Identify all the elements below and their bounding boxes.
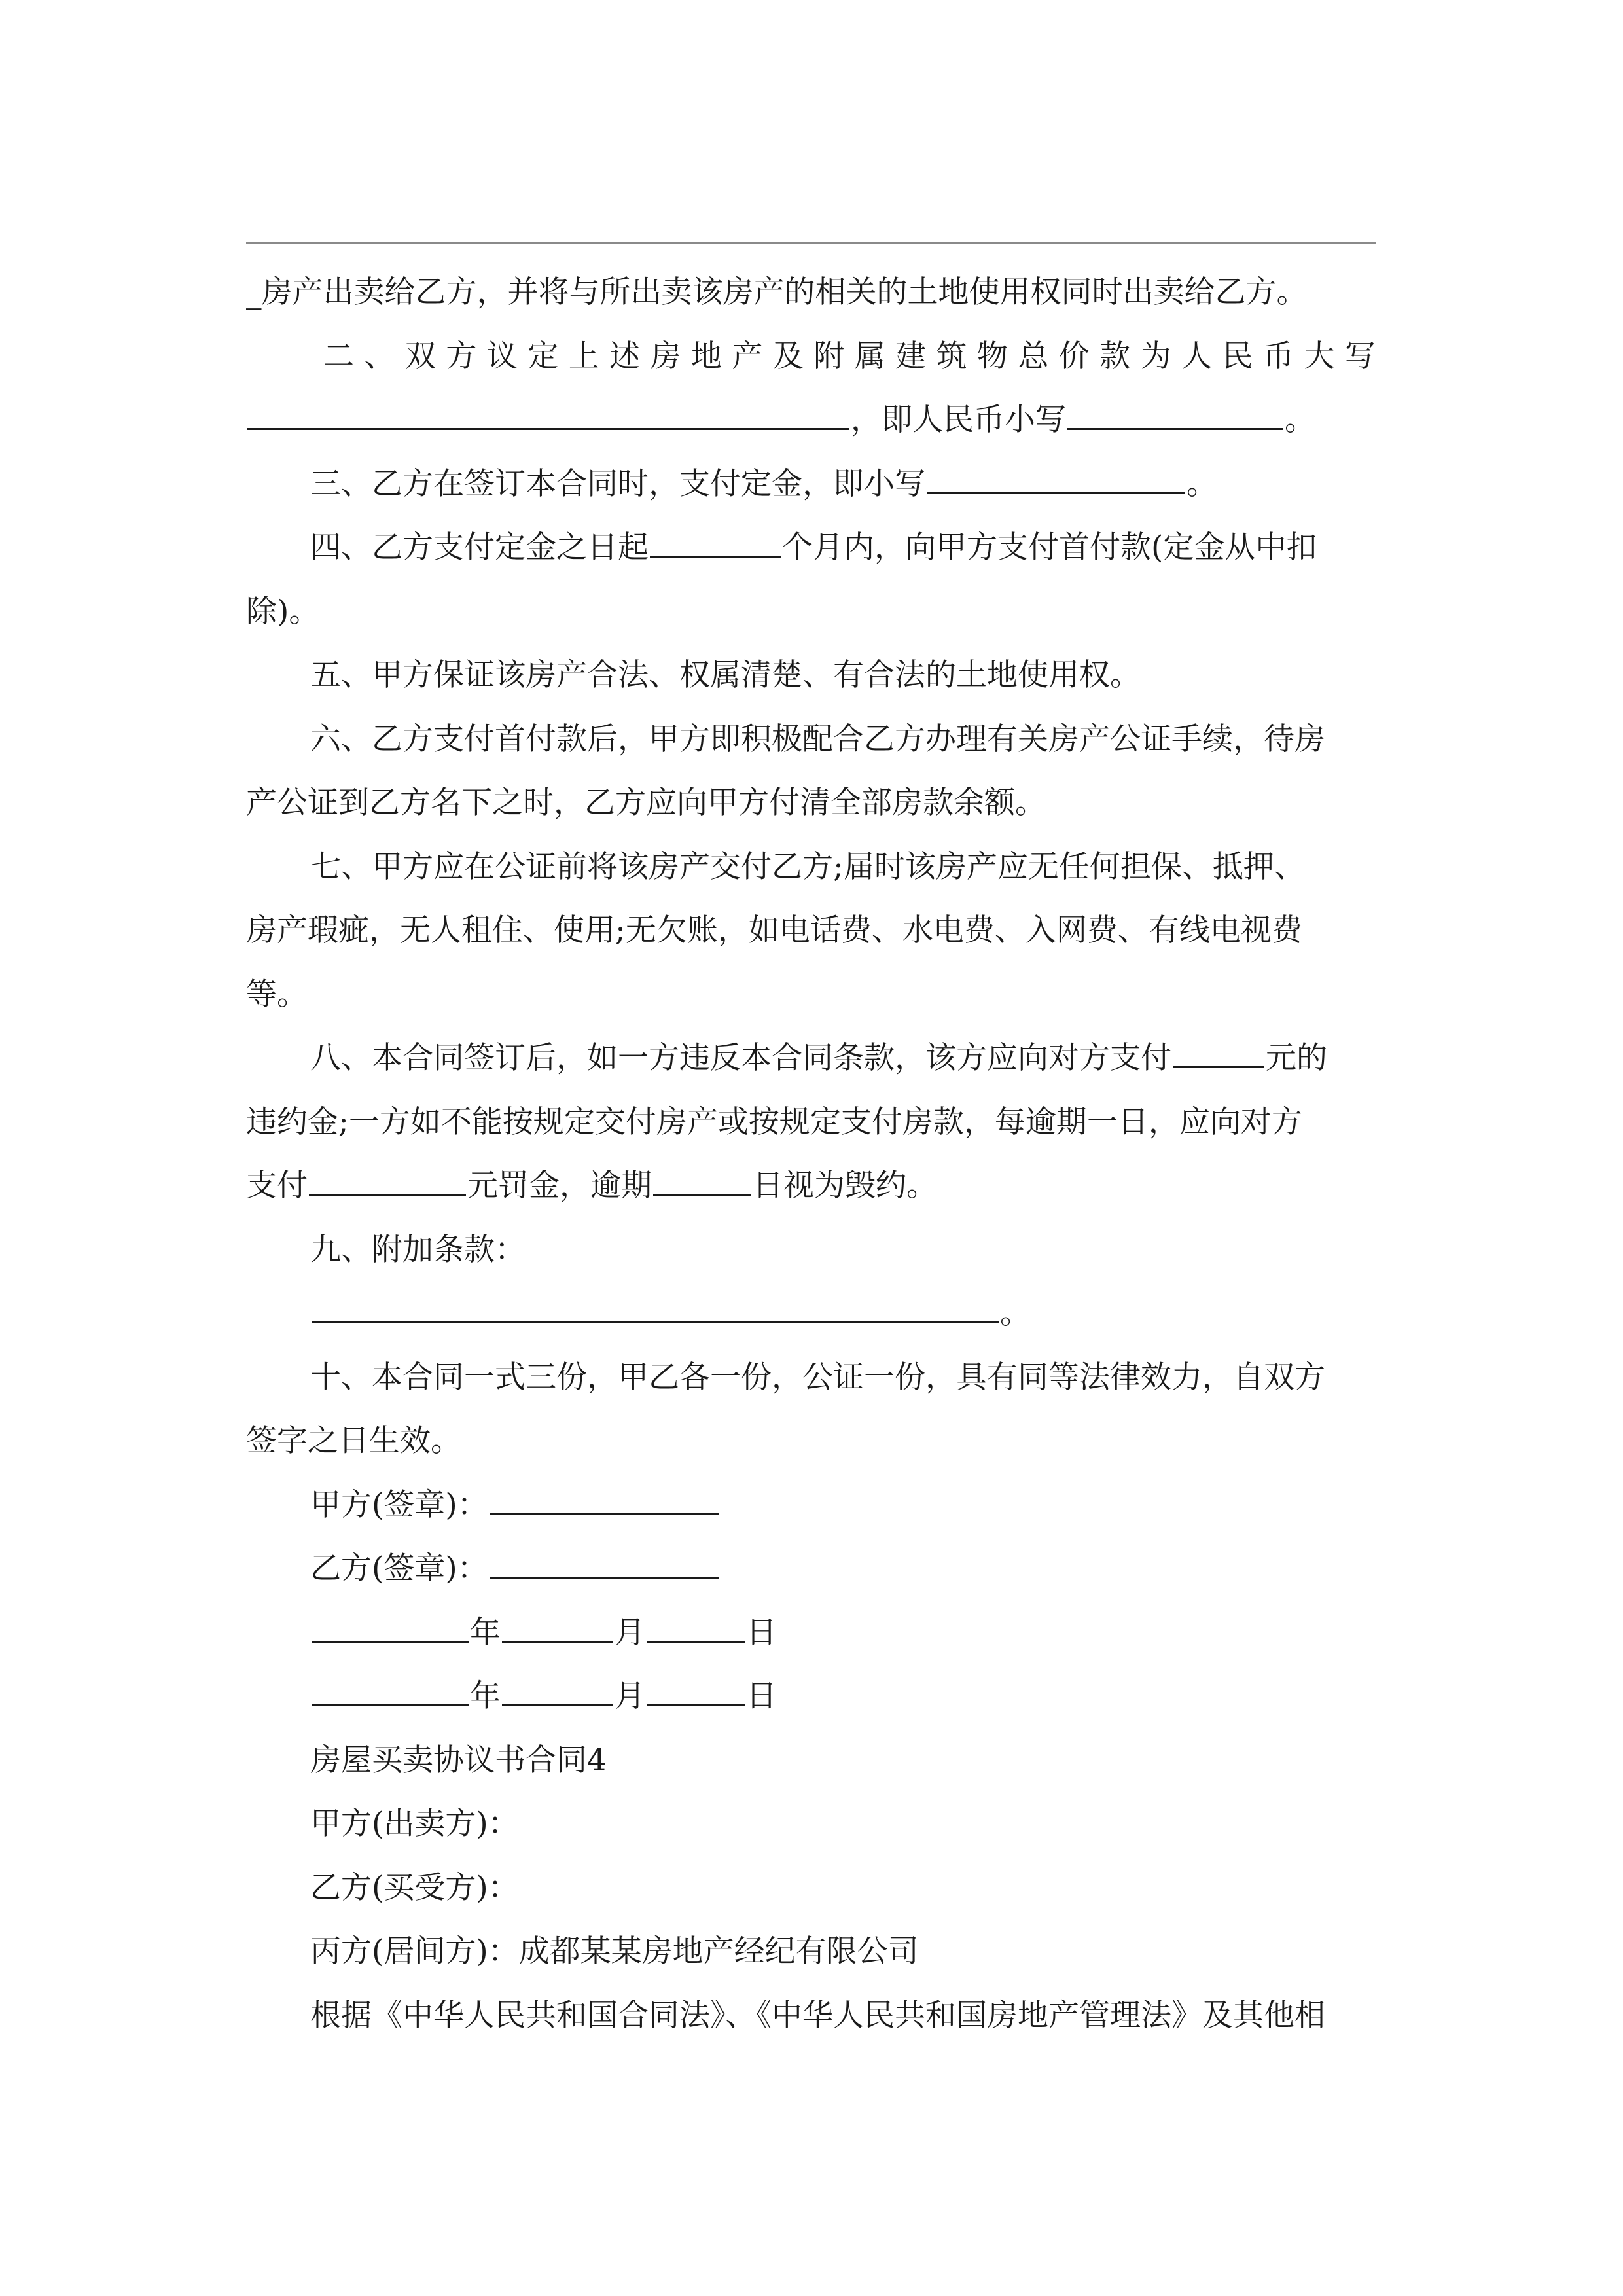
clause-5-line: 五、甲方保证该房产合法、权属清楚、有合法的土地使用权。: [310, 657, 1141, 693]
months-blank[interactable]: [650, 526, 781, 558]
party-b-signature-blank[interactable]: [490, 1547, 719, 1579]
clause-3-line: [246, 452, 1376, 516]
clause-2-line: 二、双方议定上述房地产及附属建筑物总价款为人民币大写: [323, 338, 1376, 374]
clause-4-text-a: 四、乙方支付定金之日起: [310, 529, 649, 565]
deposit-amount-blank[interactable]: [927, 463, 1185, 494]
legal-basis-line: 根据《中华人民共和国合同法》、《中华人民共和国房地产管理法》及其他相: [310, 1997, 1325, 2034]
rmb-lowercase-label: ，即人民币小写: [851, 402, 1066, 438]
clause-10-line-1: 十、本合同一式三份，甲乙各一份，公证一份，具有同等法律效力，自双方: [310, 1359, 1325, 1395]
clause-7-line-2: 房产瑕疵，无人租住、使用;无欠账，如电话费、水电费、入网费、有线电视费: [246, 912, 1302, 948]
party-a-signature-line: [246, 1473, 1376, 1537]
clause-4-line: [246, 516, 1376, 580]
line-1: _房产出卖给乙方，并将与所出卖该房产的相关的土地使用权同时出卖给乙方。: [246, 274, 1308, 310]
contract-body: [246, 260, 1376, 2047]
month-label-2: 月: [615, 1678, 645, 1714]
party-a-seller-line: 甲方(出卖方)：: [310, 1806, 519, 1842]
clause-6-line-1: 六、乙方支付首付款后，甲方即积极配合乙方办理有关房产公证手续，待房: [310, 721, 1325, 757]
party-b-signature-label: 乙方(签章)：: [310, 1551, 488, 1587]
clause-3-text: 三、乙方在签订本合同时，支付定金，即小写: [310, 465, 925, 502]
year-blank-2[interactable]: [312, 1675, 469, 1706]
overdue-days-blank[interactable]: [653, 1164, 751, 1196]
clause-6-line-2: 产公证到乙方名下之时，乙方应向甲方付清全部房款余额。: [246, 785, 1046, 821]
party-a-signature-blank[interactable]: [490, 1484, 719, 1515]
clause-10-line-2: 签字之日生效。: [246, 1423, 461, 1459]
clause-8-line-1: [246, 1026, 1376, 1090]
period-text: 。: [1186, 465, 1217, 502]
clause-4-line-2: 除)。: [246, 593, 320, 630]
party-a-signature-label: 甲方(签章)：: [310, 1486, 488, 1523]
clause-2-amount-line: [246, 388, 1376, 452]
clause-7-line-3: 等。: [246, 976, 308, 1013]
total-price-lowercase-blank[interactable]: [1067, 399, 1283, 430]
clause-7-line-1: 七、甲方应在公证前将该房产交付乙方;届时该房产应无任何担保、抵押、: [310, 848, 1305, 885]
clause-9-attachment-line: [246, 1282, 1376, 1346]
day-label-1: 日: [746, 1614, 777, 1651]
header-rule: [246, 242, 1376, 244]
date-line-2: [246, 1664, 1376, 1729]
party-c-intermediary-line: 丙方(居间方)：成都某某房地产经纪有限公司: [310, 1933, 919, 1969]
party-b-signature-line: [246, 1537, 1376, 1601]
period-text: 。: [1285, 402, 1315, 438]
clause-8-line-3: [246, 1154, 1376, 1218]
clause-9-line: 九、附加条款：: [310, 1231, 526, 1268]
clause-8-text-d: 元罚金，逾期: [467, 1168, 652, 1204]
day-label-2: 日: [746, 1678, 777, 1714]
penalty-amount-blank[interactable]: [1173, 1037, 1264, 1068]
clause-8-line-2: 违约金;一方如不能按规定交付房产或按规定支付房款，每逾期一日，应向对方: [246, 1103, 1302, 1140]
month-blank-1[interactable]: [502, 1611, 613, 1643]
party-b-buyer-line: 乙方(买受方)：: [310, 1869, 519, 1906]
year-label-1: 年: [470, 1614, 501, 1651]
clause-8-text-c: 支付: [246, 1168, 308, 1204]
year-label-2: 年: [470, 1678, 501, 1714]
clause-8-text-e: 日视为毁约。: [753, 1168, 937, 1204]
date-line-1: [246, 1601, 1376, 1665]
period-text: 。: [1000, 1295, 1031, 1331]
clause-8-text-a: 八、本合同签订后，如一方违反本合同条款，该方应向对方支付: [310, 1040, 1171, 1076]
day-blank-2[interactable]: [647, 1675, 745, 1706]
month-blank-2[interactable]: [502, 1675, 613, 1706]
additional-terms-blank[interactable]: [312, 1292, 999, 1323]
fine-amount-blank[interactable]: [309, 1164, 466, 1196]
day-blank-1[interactable]: [647, 1611, 745, 1643]
total-price-uppercase-blank[interactable]: [247, 399, 849, 430]
year-blank-1[interactable]: [312, 1611, 469, 1643]
month-label-1: 月: [615, 1614, 645, 1651]
contract-4-title: 房屋买卖协议书合同4: [310, 1742, 607, 1778]
clause-4-text-b: 个月内，向甲方支付首付款(定金从中扣: [782, 529, 1317, 565]
clause-8-text-b: 元的: [1266, 1040, 1327, 1076]
